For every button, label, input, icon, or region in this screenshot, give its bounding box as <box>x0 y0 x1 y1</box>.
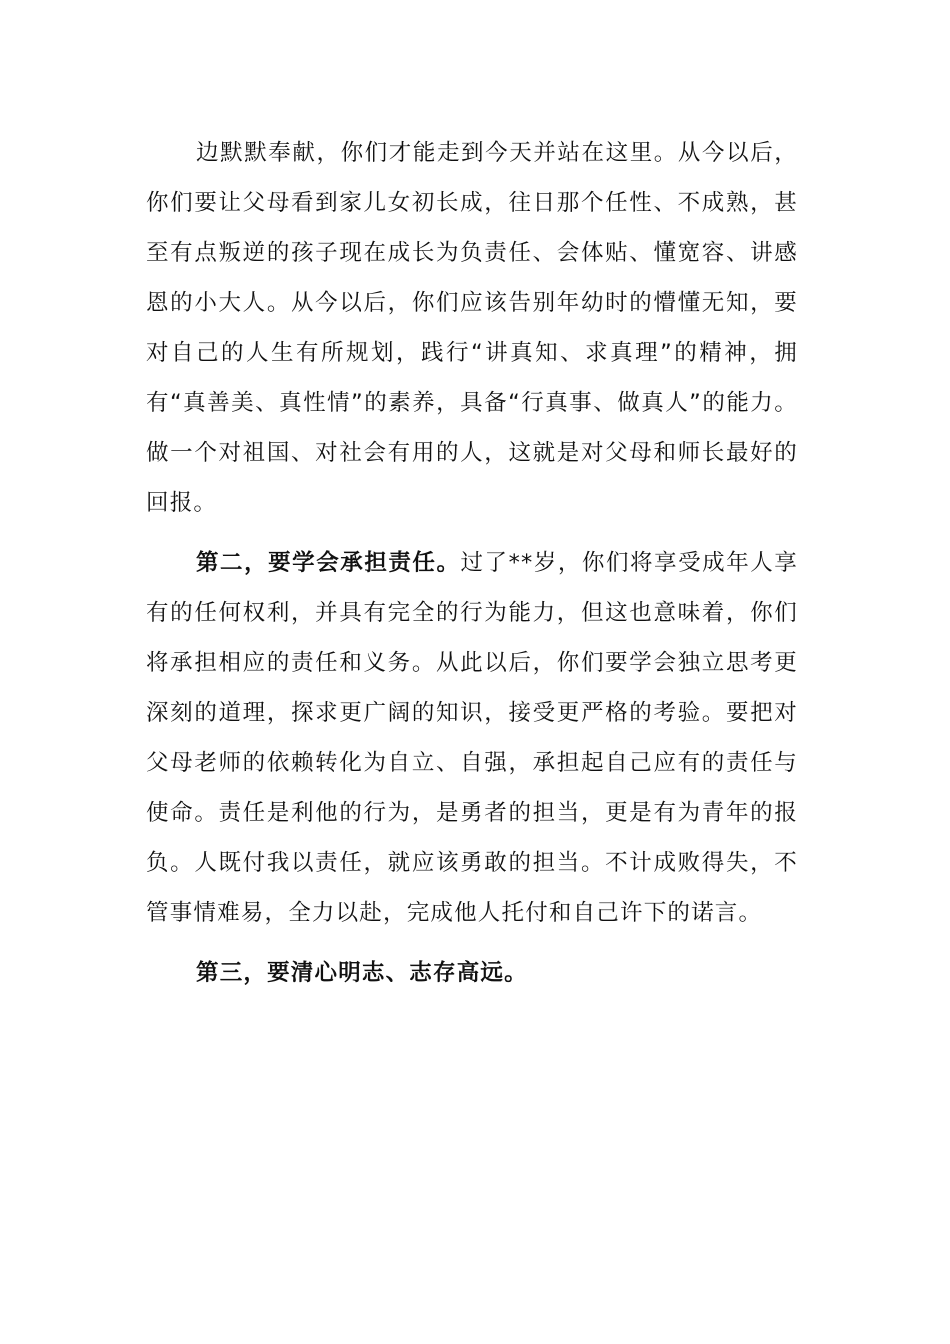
paragraph-3-heading: 第三，要清心明志、志存高远。 <box>196 960 528 986</box>
paragraph-gap <box>146 938 798 948</box>
paragraph-1-text: 边默默奉献，你们才能走到今天并站在这里。从今以后，你们要让父母看到家儿女初长成，往日那个任性、不成熟，甚至有点叛逆的孩子现在成长为负责任、会体贴、懂宽容、讲感恩的小大人。从今以后，你们应该告别年幼时的懵懂无知，要对自己的人生有所规划，践行“讲真知、求真理”的精神，拥有“真善美、真性情”的素养，具备“行真事、做真人”的能力。做一个对祖国、对社会有用的人，这就是对父母和师长最好的回报。 <box>146 140 798 516</box>
paragraph-2-heading: 第二，要学会承担责任。 <box>196 550 461 576</box>
paragraph-gap <box>146 528 798 538</box>
paragraph-3 <box>146 948 798 998</box>
paragraph-2-text: 过了**岁，你们将享受成年人享有的任何权利，并具有完全的行为能力，但这也意味着，你们将承担相应的责任和义务。从此以后，你们要学会独立思考更深刻的道理，探求更广阔的知识，接受更严格的考验。要把对父母老师的依赖转化为自立、自强，承担起自己应有的责任与使命。责任是利他的行为，是勇者的担当，更是有为青年的报负。人既付我以责任，就应该勇敢的担当。不计成败得失，不管事情难易，全力以赴，完成他人托付和自己许下的诺言。 <box>146 550 798 926</box>
document-body <box>146 128 798 998</box>
paragraph-2 <box>146 538 798 938</box>
paragraph-1 <box>146 128 798 528</box>
